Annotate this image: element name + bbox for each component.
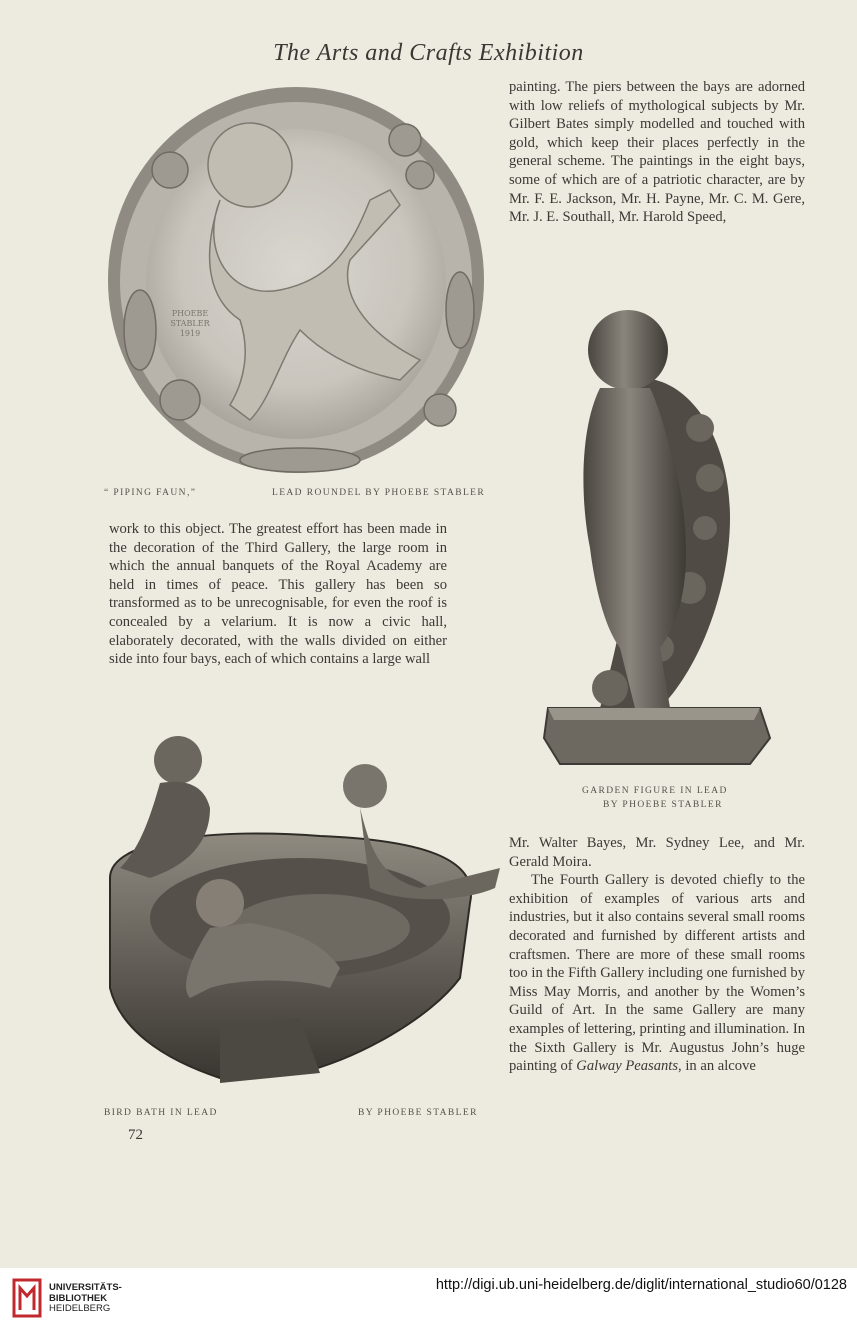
garden-caption-line1: GARDEN FIGURE IN LEAD xyxy=(582,786,728,796)
body-text-left-middle xyxy=(109,520,447,669)
library-name xyxy=(49,1283,122,1315)
paragraph: Mr. Walter Bayes, Mr. Sydney Lee, and Mr. Gerald Moira. xyxy=(509,835,805,870)
roundel-signature-line: 1919 xyxy=(179,329,201,338)
roundel-caption-left: “ PIPING FAUN,” xyxy=(104,488,197,498)
text-run: , in an alcove xyxy=(678,1058,756,1075)
library-name-line: BIBLIOTHEK xyxy=(49,1292,108,1304)
page-number: 72 xyxy=(128,1127,143,1143)
paragraph: painting. The piers between the bays are adorned with low reliefs of mythological subjects by Mr. Gilbert Bates simply modelled and touched with gold, which keep their places perfectly in the general scheme. The paintings in the eight bays, some of which are of a patriotic character, are by Mr. F. E. Jackson, Mr. H. Payne, Mr. C. M. Gere, Mr. J. E. Southall, Mr. Harold Speed, xyxy=(509,79,805,226)
painting-title: Galway Peasants xyxy=(576,1058,679,1075)
piping-faun-roundel-image xyxy=(100,80,492,480)
bird-bath-image xyxy=(100,728,502,1100)
roundel-signature-line: PHOEBE xyxy=(171,309,209,318)
source-url-link[interactable]: http://digi.ub.uni-heidelberg.de/diglit/international_studio60/0128 xyxy=(435,1277,847,1293)
paragraph xyxy=(509,871,805,1076)
birdbath-caption-right: BY PHOEBE STABLER xyxy=(358,1108,478,1118)
text-run: The Fourth Gallery is devoted chiefly to the exhibition of examples of various arts and industries, but it also contains several small rooms decorated and furnished by different artists and craftsmen. There are more of these small rooms too in the Fifth Gallery including one furnished by Miss May Morris, and another by the Women’s Guild of Art. In the same Gallery are many examples of lettering, printing and illumination. In the Sixth Gallery is Mr. Augustus John’s huge painting of xyxy=(509,872,805,1075)
library-name-line: UNIVERSITÄTS- xyxy=(49,1282,122,1293)
garden-caption-line2: BY PHOEBE STABLER xyxy=(603,800,723,810)
roundel-caption-right: LEAD ROUNDEL BY PHOEBE STABLER xyxy=(272,488,486,498)
birdbath-caption-left: BIRD BATH IN LEAD xyxy=(104,1108,218,1118)
garden-figure-image xyxy=(540,288,772,768)
paragraph: work to this object. The greatest effort has been made in the decoration of the Third Gallery, the large room in which the annual banquets of the Royal Academy are held in times of peace. This gallery has been so transformed as to be unrecognisable, for even the roof is concealed by a velarium. It is now a civic hall, elaborately decorated, with the walls divided on either side into four bays, each of which contains a large wall xyxy=(109,521,447,668)
body-text-right-bottom xyxy=(509,834,805,1076)
running-header: The Arts and Crafts Exhibition xyxy=(273,40,584,66)
university-library-logo-icon xyxy=(10,1276,44,1320)
roundel-signature-line: STABLER xyxy=(170,319,210,328)
body-text-right-top xyxy=(509,78,805,227)
library-name-line: HEIDELBERG xyxy=(49,1303,111,1314)
